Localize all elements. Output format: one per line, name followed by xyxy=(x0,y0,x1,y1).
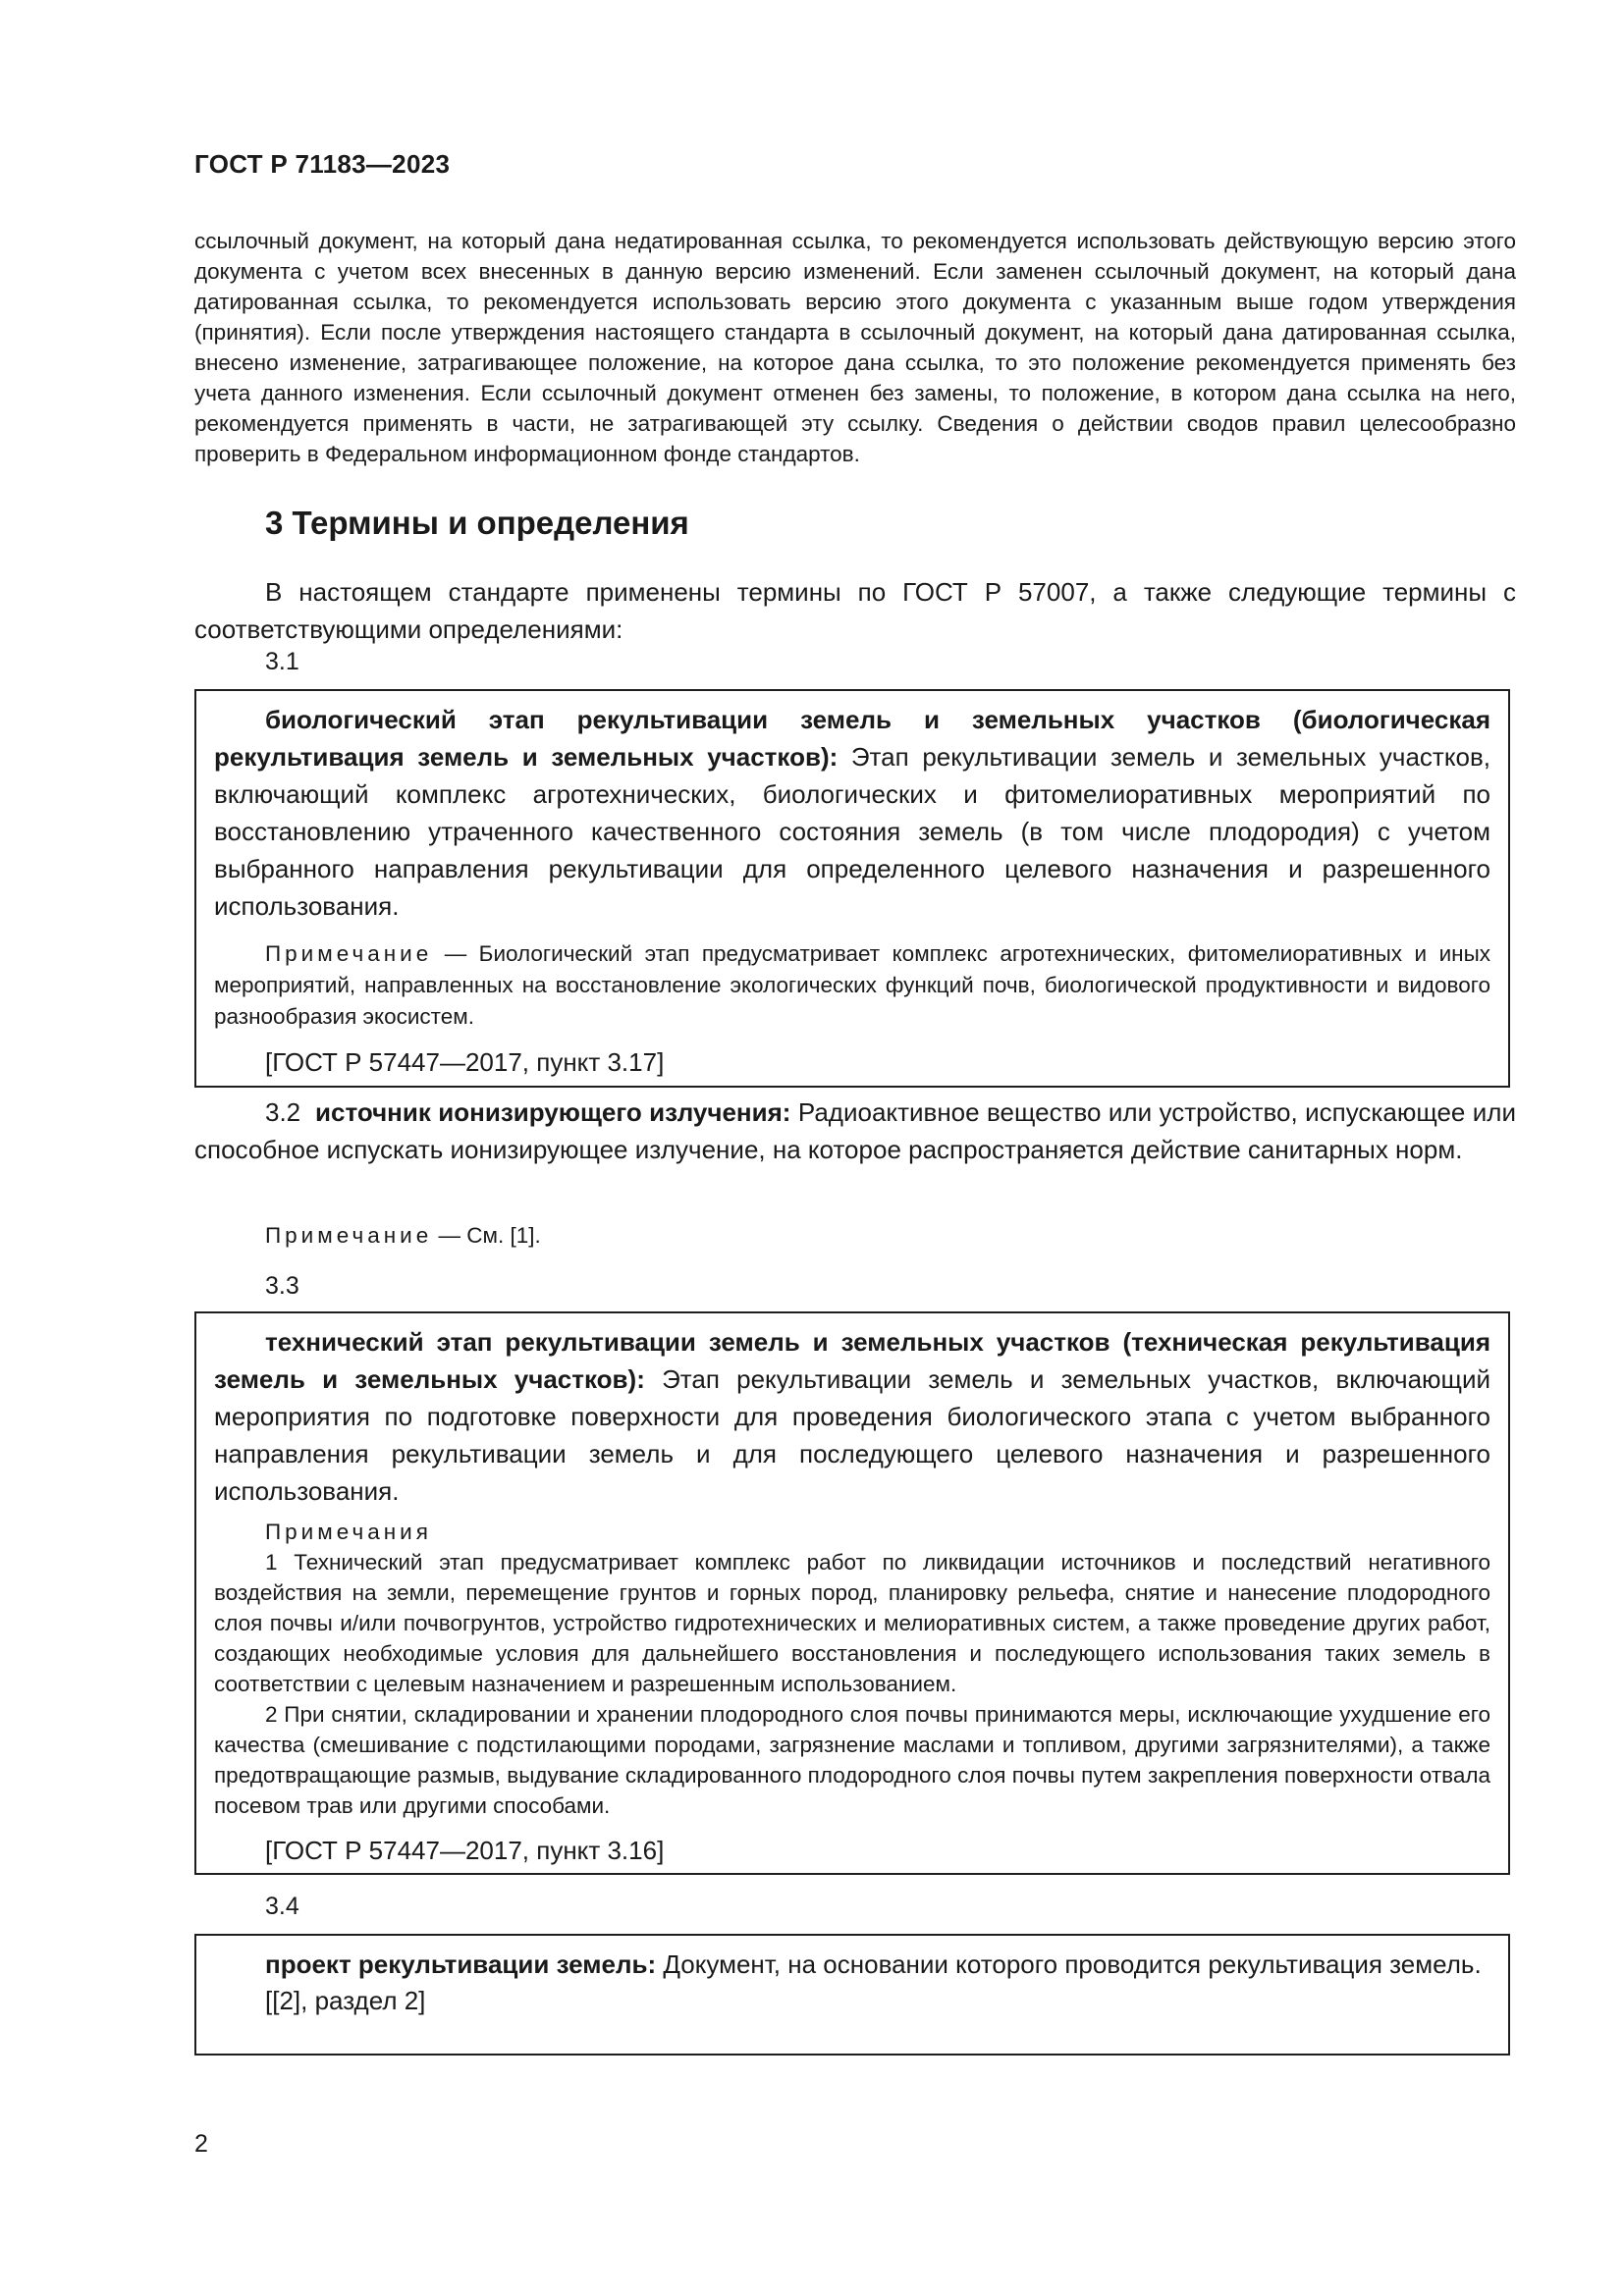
term-title: проект рекультивации земель: xyxy=(265,1949,657,1979)
term-definition-text: Документ, на основании которого проводится рекультивация земель. xyxy=(656,1949,1482,1979)
note-text: — Биологический этап предусматривает комплекс агротехнических, фитомелиоративных и иных мероприятий, направленных на восстановление экологических функций почв, биологической продуктивности и видового разнообразия экосистем. xyxy=(214,941,1490,1029)
page-number: 2 xyxy=(194,2130,208,2158)
note-label: Примечание xyxy=(265,941,433,966)
term-note-3-1 xyxy=(214,938,1490,1033)
note-text: — См. [1]. xyxy=(432,1223,541,1248)
term-box-3-4 xyxy=(194,1934,1510,2056)
term-definition-3-1 xyxy=(214,701,1490,925)
note-label: Примечание xyxy=(265,1223,433,1248)
term-note-2: 2 При снятии, складировании и хранении плодородного слоя почвы принимаются меры, исключающие ухудшение его качества (смешивание с подстилающими породами, загрязнение маслами и топливом, другими загрязнителями), а также предотвращающие размыв, выдувание складированного плодородного слоя почвы путем закрепления поверхности отвала посевом трав или другими способами. xyxy=(214,1702,1490,1818)
term-box-3-3 xyxy=(194,1311,1510,1875)
term-source-3-4: [[2], раздел 2] xyxy=(265,1986,426,2015)
term-source-3-3: [ГОСТ Р 57447—2017, пункт 3.16] xyxy=(265,1836,665,1865)
term-definition-text: Этап рекультивации земель и земельных участков, включающий мероприятия по подготовке поверхности для проведения биологического этапа с учетом выбранного направления рекультивации земель и для последующего целевого назначения и разрешенного использования. xyxy=(214,1364,1491,1506)
term-title: источник ионизирующего излучения: xyxy=(315,1097,791,1127)
term-number-3-1: 3.1 xyxy=(265,648,299,675)
term-definition-3-3 xyxy=(214,1323,1490,1510)
term-definition-3-4 xyxy=(214,1946,1490,1983)
term-note-1: 1 Технический этап предусматривает комплекс работ по ликвидации источников и последствий негативного воздействия на земли, перемещение грунтов и горных пород, планировку рельефа, снятие и нанесение плодородного слоя почвы и/или почвогрунтов, устройство гидротехнических и мелиоративных систем, а также проведение других работ, создающих необходимые условия для дальнейшего восстановления и последующего использования таких земель в соответствии с целевым назначением и разрешенным использованием. xyxy=(214,1550,1490,1696)
term-number-3-4: 3.4 xyxy=(265,1893,299,1920)
term-title: технический этап рекультивации земель и земельных участков (техническая рекультивация земель и земельных участков): xyxy=(214,1327,1490,1394)
term-title: биологический этап рекультивации земель и земельных участков (биологическая рекультивация земель и земельных участков): xyxy=(214,705,1490,772)
section-title: 3 Термины и определения xyxy=(265,505,689,541)
document-header: ГОСТ Р 71183—2023 xyxy=(194,149,451,179)
term-definition-text: Этап рекультивации земель и земельных участков, включающий комплекс агротехнических, биологических и фитомелиоративных мероприятий по восстановлению утраченного качественного состояния земель (в том числе плодородия) с учетом выбранного направления рекультивации для определенного целевого назначения и разрешенного использования. xyxy=(214,742,1490,921)
intro-paragraph: ссылочный документ, на который дана недатированная ссылка, то рекомендуется использовать действующую версию этого документа с учетом всех внесенных в данную версию изменений. Если заменен ссылочный документ, на который дана датированная ссылка, то рекомендуется использовать версию этого документа с указанным выше годом утверждения (принятия). Если после утверждения настоящего стандарта в ссылочный документ, на который дана датированная ссылка, внесено изменение, затрагивающее положение, на которое дана ссылка, то это положение рекомендуется применять без учета данного изменения. Если ссылочный документ отменен без замены, то положение, в котором дана ссылка на него, рекомендуется применять в части, не затрагивающей эту ссылку. Сведения о действии сводов правил целесообразно проверить в Федеральном информационном фонде стандартов. xyxy=(194,229,1516,466)
term-box-3-1 xyxy=(194,689,1510,1088)
term-source-3-1: [ГОСТ Р 57447—2017, пункт 3.17] xyxy=(265,1047,665,1077)
term-number-3-2: 3.2 xyxy=(265,1097,301,1127)
notes-label: Примечания xyxy=(265,1520,432,1544)
section-lead: В настоящем стандарте применены термины по ГОСТ Р 57007, а также следующие термины с соответствующими определениями: xyxy=(194,577,1516,644)
term-note-3-2 xyxy=(265,1223,541,1249)
term-number-3-3: 3.3 xyxy=(265,1272,299,1300)
term-definition-text: Радиоактивное вещество или устройство, испускающее или способное испускать ионизирующее излучение, на которое распространяется действие санитарных норм. xyxy=(194,1097,1517,1164)
term-definition-3-2 xyxy=(194,1094,1516,1168)
